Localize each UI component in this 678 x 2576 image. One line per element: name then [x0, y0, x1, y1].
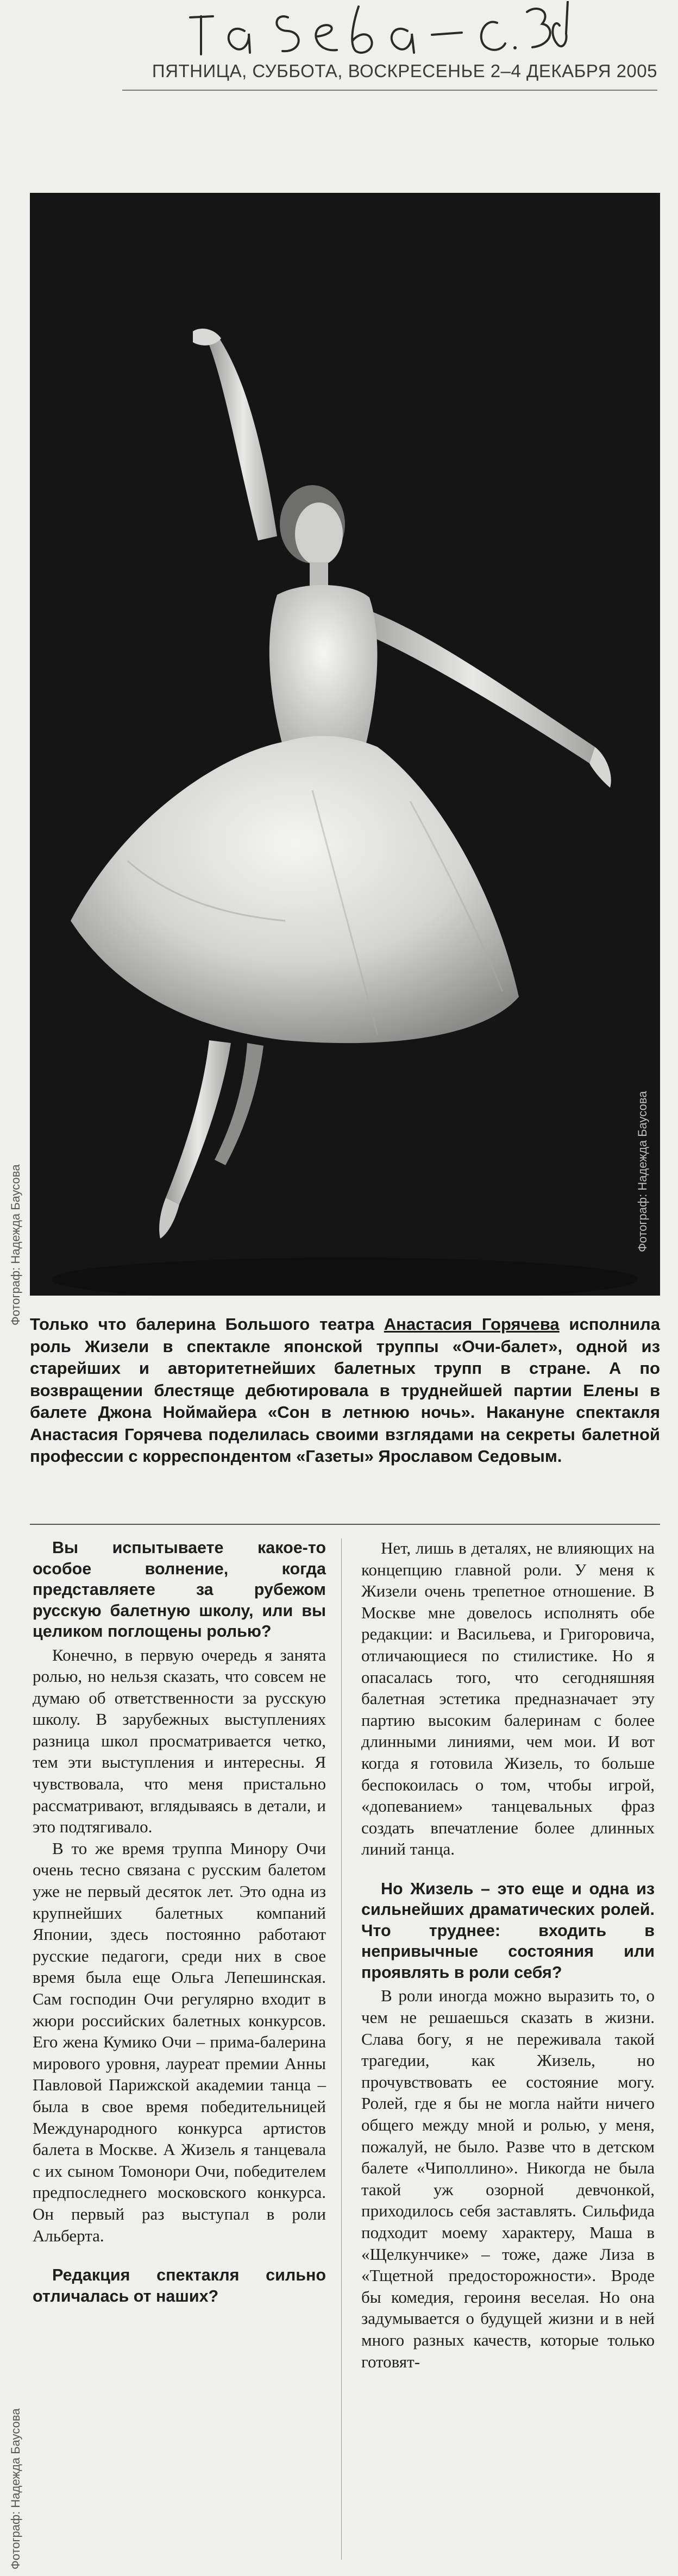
lead-text-start: Только что балерина Большого театра — [30, 1315, 384, 1334]
interview-answer: В то же время труппа Минору Очи очень тесно связана с русским балетом уже не первый десяток лет. Это одна из крупнейших балетных компаний Японии, здесь постоянно работают русские педагоги, среди них в свое время была еще Ольга Лепешинская. Сам господин Очи регулярно входит в жюри российских балетных конкурсов. Его жена Кумико Очи – прима-балерина мирового уровня, лауреат премии Анны Павловой Парижской академии танца – была в свое время победительницей Международного конкурса артистов балета в Москве. А Жизель я танцевала с их сыном Томонори Очи, победителем предпоследнего московского конкурса. Он первый раз выступал в роли Альберта. — [33, 1838, 326, 2245]
interview-answer: Конечно, в первую очередь я занята ролью, но нельзя сказать, что совсем не думаю об ответственности за русскую школу. В зарубежных выступлениях разница школ просматривается четко, тем эти выступления и интересны. Я чувствовала, что меня пристально рассматривают, вглядываясь в детали, и это подтягивало. — [33, 1645, 326, 1837]
ballerina-illustration — [30, 193, 660, 1296]
handwritten-note-drawing — [179, 1, 570, 61]
interview-question: Редакция спектакля сильно отличалась от наших? — [33, 2266, 326, 2305]
side-photo-credit-bottom: Фотограф: Надежда Баусова — [9, 2408, 22, 2569]
article-lead — [30, 1314, 660, 1468]
interview-question: Вы испытываете какое-то особое волнение, когда представляете за рубежом русскую балетную школу, или вы целиком поглощены ролью? — [33, 1538, 326, 1641]
interview-answer: В роли иногда можно выразить то, о чем не решаешься сказать в жизни. Слава богу, я не переживала такой трагедии, как Жизель, но прочувствовать ее состояние могу. Ролей, где я бы не могла найти ничего общего между мной и ролью, у меня, пожалуй, не было. Разве что в детском балете «Чиполлино». Никогда не была такой уж озорной девчонкой, приходилось себя заставлять. Сильфида подходит моему характеру, Маша в «Щелкунчике» – тоже, даже Лиза в «Тщетной предосторожности». Вроде бы комедия, героиня веселая. Но она задумывается о будущей жизни и в ней много разных качеств, которые только готовят- — [361, 1986, 655, 2371]
ballerina-photo — [30, 193, 660, 1296]
side-photo-credit: Фотограф: Надежда Баусова — [9, 1164, 22, 1325]
column-divider — [341, 1538, 342, 2560]
lead-rule — [30, 1524, 660, 1525]
article-column-left — [33, 1537, 326, 2309]
lead-name: Анастасия Горячева — [384, 1315, 560, 1334]
handwritten-note — [179, 1, 570, 61]
article-column-right — [361, 1537, 655, 2372]
interview-question: Но Жизель – это еще и одна из сильнейших драматических ролей. Что труднее: входить в непривычные состояния или проявлять в роли себя? — [361, 1879, 655, 1982]
interview-answer: Нет, лишь в деталях, не влияющих на концепцию главной роли. У меня к Жизели очень трепетное отношение. В Москве мне довелось исполнять обе редакции: и Васильева, и Григоровича, отличающиеся по стилистике. Но я опасалась того, что сегодняшняя балетная эстетика предназначает эту партию высоким балеринам с более длинными линиями, чем мои. И вот когда я готовила Жизель, то больше беспокоилась о том, чтобы игрой, «допеванием» танцевальных фраз создать впечатление более длинных линий танца. — [361, 1538, 655, 1859]
photo-credit: Фотограф: Надежда Баусова — [636, 1091, 649, 1252]
lead-text-end: исполнила роль Жизели в спектакле японской труппы «Очи-балет», одной из старейших и авторитетнейших балетных трупп в стране. А по возвращении блестяще дебютировала в труднейшей партии Елены в балете Джона Ноймайера «Сон в летнюю ночь». Накануне спектакля Анастасия Горячева поделилась своими взглядами на секреты балетной профессии с корреспондентом «Газеты» Ярославом Седовым. — [30, 1315, 660, 1466]
issue-dateline: ПЯТНИЦА, СУББОТА, ВОСКРЕСЕНЬЕ 2–4 ДЕКАБРЯ 2005 — [152, 61, 657, 81]
header-rule — [122, 90, 657, 91]
